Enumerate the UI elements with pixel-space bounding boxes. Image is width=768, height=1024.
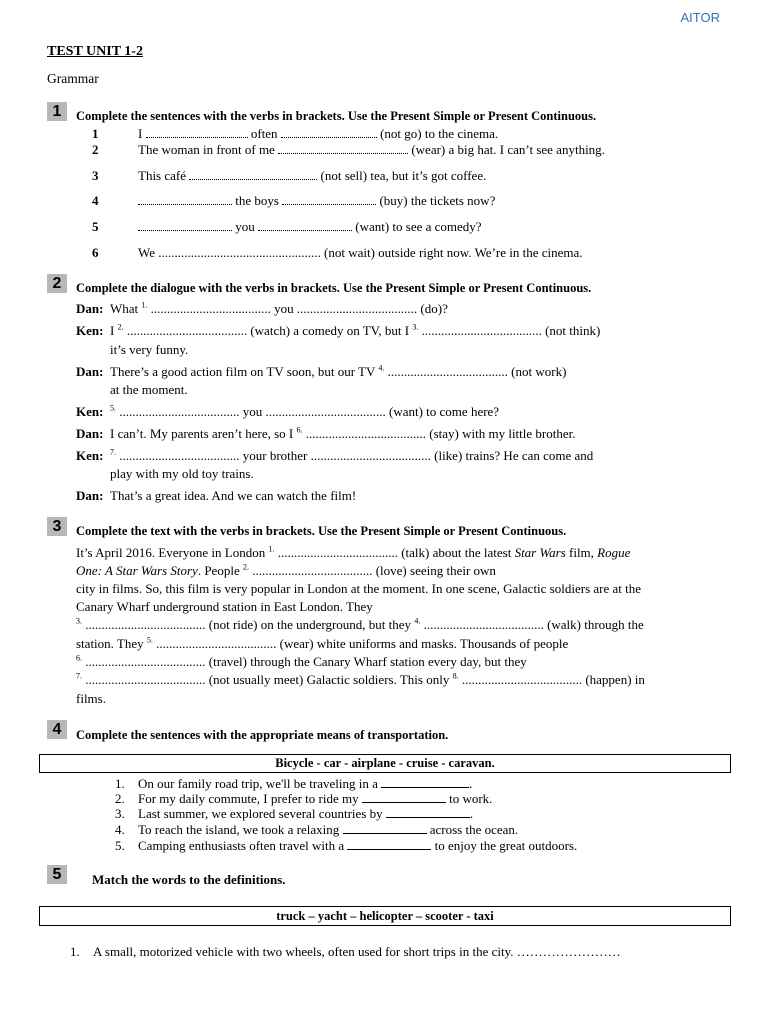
answer-blank[interactable]: ..................................... [305,426,427,441]
dialogue-line: What $^{1.}$ ..................................... you ..................................... (do)? [110,300,448,316]
exercise-1-item: 3 This café (not sell) tea, but it’s got coffee. [92,168,487,183]
text-line: city in films. So, this film is very popular in London at the moment. In one scene, Galactic soldiers are at the [76,581,642,596]
exercise-4-item: 3. Last summer, we explored several countries by . [115,806,474,821]
exercise-1-instruction: Complete the sentences with the verbs in brackets. Use the Present Simple or Present Continuous. [76,109,597,123]
answer-blank[interactable]: ..................................... [85,617,206,632]
dialogue-line: $^{5.}$ ..................................... you ..................................... (want) to come here? [110,403,500,419]
answer-blank[interactable]: ..................................... [423,617,544,632]
exercise-5-instruction: Match the words to the definitions. [92,872,286,887]
word-bank-box: Bicycle - car - airplane - cruise - caravan. [39,754,731,773]
exercise-3-instruction: Complete the text with the verbs in brackets. Use the Present Simple or Present Continuous. [76,524,567,538]
answer-blank[interactable]: ..................................... [310,448,431,463]
dialogue-line: $^{7.}$ ..................................... your brother ..................................... (like) trains? He can come and [110,447,594,463]
answer-blank[interactable]: ..................................... [387,364,508,379]
answer-blank[interactable] [258,220,352,231]
exercise-4-number: 4 [47,720,67,739]
exercise-5-item: 1. A small, motorized vehicle with two wheels, often used for short trips in the city. …………………… [70,944,621,959]
text-line: Canary Wharf underground station in East London. They [76,599,373,614]
exercise-1-number: 1 [47,102,67,121]
answer-blank[interactable] [362,791,446,803]
exercise-1-item: 4 the boys (buy) the tickets now? [92,193,496,208]
answer-blank[interactable] [189,169,317,180]
answer-blank[interactable]: We .................................................. [138,245,321,260]
text-line: It’s April 2016. Everyone in London $^{1.}$ ..................................... (talk) about the latest Star Wars film, Rogue [76,544,631,560]
text-line: station. They $^{5.}$ ..................................... (wear) white uniforms and masks. Thousands of people [76,635,569,651]
answer-blank[interactable] [278,143,408,154]
answer-blank[interactable] [138,220,232,231]
answer-blank[interactable]: ..................................... [150,301,271,316]
speaker-label: Ken: [76,448,104,463]
answer-blank[interactable]: …………………… [516,944,621,959]
answer-blank[interactable] [386,806,470,818]
dialogue-line-cont: play with my old toy trains. [110,466,254,481]
text-line: $^{7.}$ ..................................... (not usually meet) Galactic soldiers. This only $^{8.}$ ..................................... (happen) in [76,671,645,687]
text-line: $^{6.}$ ..................................... (travel) through the Canary Wharf station every day, but they [76,653,527,669]
answer-blank[interactable] [138,194,232,205]
answer-blank[interactable]: ..................................... [296,301,418,316]
answer-blank[interactable]: ..................................... [265,404,386,419]
speaker-label: Dan: [76,488,104,503]
speaker-label: Dan: [76,364,104,379]
answer-blank[interactable]: ..................................... [421,323,542,338]
answer-blank[interactable] [146,127,248,138]
exercise-5-number: 5 [47,865,67,884]
answer-blank[interactable] [343,822,427,834]
text-line: One: A Star Wars Story. People $^{2.}$ ..................................... (love) seeing their own [76,562,496,578]
answer-blank[interactable]: ..................................... [85,672,206,687]
text-line: $^{3.}$ ..................................... (not ride) on the underground, but they $^{4.}$ ..................................... (walk) through the [76,616,644,632]
exercise-1-item: 1 I often (not go) to the cinema. [92,126,499,141]
answer-blank[interactable]: ..................................... [461,672,583,687]
text-line: films. [76,691,106,706]
speaker-label: Ken: [76,323,104,338]
answer-blank[interactable]: ..................................... [277,545,398,560]
exercise-2-number: 2 [47,274,67,293]
exercise-3-number: 3 [47,517,67,536]
exercise-1-item: 2 The woman in front of me (wear) a big hat. I can’t see anything. [92,142,605,157]
answer-blank[interactable]: ..................................... [156,636,277,651]
answer-blank[interactable] [347,838,431,850]
exercise-2-instruction: Complete the dialogue with the verbs in brackets. Use the Present Simple or Present Continuous. [76,281,592,295]
answer-blank[interactable]: ..................................... [85,654,206,669]
page-title: TEST UNIT 1-2 [47,44,143,59]
answer-blank[interactable]: ..................................... [252,563,373,578]
speaker-label: Dan: [76,426,104,441]
dialogue-line: That’s a great idea. And we can watch the film! [110,488,357,503]
word-bank-box: truck – yacht – helicopter – scooter - taxi [39,906,731,926]
dialogue-line-cont: at the moment. [110,382,188,397]
exercise-4-item: 1. On our family road trip, we'll be traveling in a . [115,776,473,791]
dialogue-line-cont: it’s very funny. [110,342,189,357]
exercise-4-item: 4. To reach the island, we took a relaxing across the ocean. [115,822,519,837]
exercise-4-instruction: Complete the sentences with the appropriate means of transportation. [76,728,449,742]
dialogue-line: I $^{2.}$ ..................................... (watch) a comedy on TV, but I $^{3.}$ ..................................... (not think) [110,322,601,338]
dialogue-line: There’s a good action film on TV soon, but our TV $^{4.}$ ..................................... (not work) [110,363,567,379]
dialogue-line: I can’t. My parents aren’t here, so I $^{6.}$ ..................................... (stay) with my little brother. [110,425,576,441]
answer-blank[interactable] [282,194,376,205]
author-name: AITOR [680,10,720,25]
page-subtitle: Grammar [47,71,99,86]
speaker-label: Ken: [76,404,104,419]
answer-blank[interactable]: ..................................... [119,404,240,419]
exercise-1-item: 6 We .................................................. (not wait) outside right now. We’re in the cinema. [92,245,583,260]
speaker-label: Dan: [76,301,104,316]
exercise-1-item: 5 you (want) to see a comedy? [92,219,482,234]
answer-blank[interactable]: ..................................... [126,323,248,338]
answer-blank[interactable] [281,127,377,138]
answer-blank[interactable]: ..................................... [119,448,240,463]
answer-blank[interactable] [381,776,469,788]
exercise-4-item: 5. Camping enthusiasts often travel with a to enjoy the great outdoors. [115,838,578,853]
exercise-4-item: 2. For my daily commute, I prefer to ride my to work. [115,791,493,806]
